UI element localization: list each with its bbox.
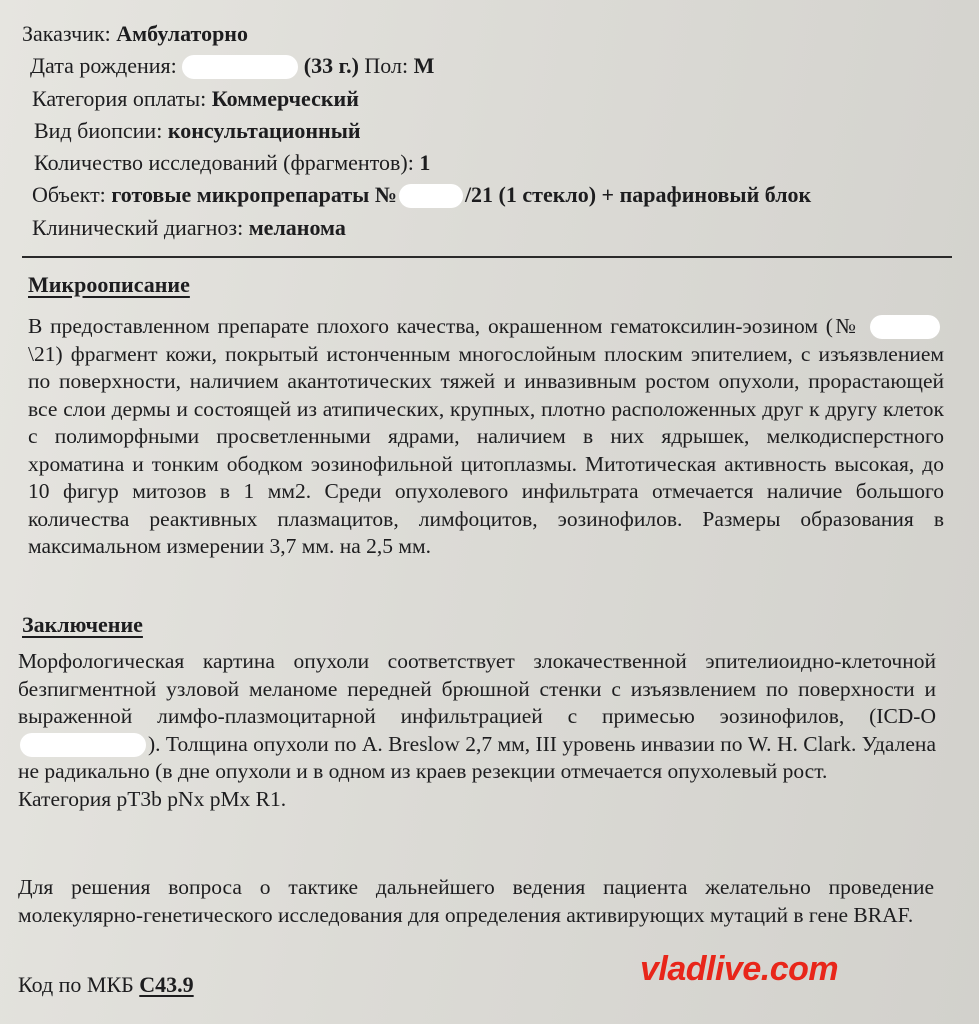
conclusion-text-a: Морфологическая картина опухоли соответствует злокачественной эпителиоидно-клеточной безпигментной узловой меланоме передней брюшной стенки с изъязвлением по поверхности и выраженной лимфо-плазмоцитарной инфильтрацией с примесью эозинофилов, (ICD-O — [18, 649, 936, 728]
customer-label: Заказчик: — [22, 21, 111, 46]
biopsy-line — [22, 115, 962, 147]
micro-text-a: В предоставленном препарате плохого качества, окрашенном гематоксилин-эозином (№ — [28, 314, 859, 338]
recommendation-paragraph — [18, 874, 934, 929]
redacted-icd-code — [20, 733, 146, 757]
count-line — [22, 147, 962, 179]
recommendation-text: Для решения вопроса о тактике дальнейшего ведения пациента желательно проведение молекулярно-генетического исследования для определения активирующих мутаций в гене BRAF. — [18, 875, 934, 927]
conclusion-paragraph — [18, 648, 936, 813]
payment-label: Категория оплаты: — [32, 85, 207, 111]
customer-line — [22, 18, 962, 50]
header-divider — [22, 256, 952, 258]
payment-value: Коммерческий — [211, 85, 359, 111]
payment-line — [22, 83, 962, 115]
redacted-birthdate — [182, 55, 298, 79]
object-value-a: готовые микропрепараты № — [111, 182, 397, 208]
micro-title: Микроописание — [28, 272, 190, 297]
icd-line — [18, 972, 194, 998]
tnm-category: Категория pT3b pNx pMx R1. — [18, 786, 287, 811]
diagnosis-line — [22, 212, 962, 244]
icd-value: C43.9 — [139, 972, 194, 997]
count-label: Количество исследований (фрагментов): — [34, 150, 414, 176]
micro-paragraph — [28, 313, 944, 561]
conclusion-text-b: ). Толщина опухоли по A. Breslow 2,7 мм, III уровень инвазии по W. H. Clark. Удалена не радикально (в дне опухоли и в одном из краев резекции отмечается опухолевый рост. — [18, 731, 936, 783]
micro-text-b: \21) фрагмент кожи, покрытый истонченным многослойным плоским эпителием, с изъязвлением по поверхности, наличием акантотических тяжей и инвазивным ростом опухоли, прорастающей все слои дермы и состоящей из атипических, крупных, плотно расположенных друг к другу клеток с полиморфными просветленными ядрами, наличием в них ядрышек, мелкодисперстного хроматина и тонким ободком эозинофильной цитоплазмы. Митотическая активность высокая, до 10 фигур митозов в 1 мм2. Среди опухолевого инфильтрата отмечается наличие большого количества реактивных плазмацитов, лимфоцитов, эозинофилов. Размеры образования в максимальном измерении 3,7 мм. на 2,5 мм. — [28, 341, 944, 558]
count-value: 1 — [419, 150, 431, 176]
age-text: (33 г.) — [303, 53, 359, 79]
sex-label: Пол: — [364, 53, 409, 79]
object-label: Объект: — [32, 182, 106, 208]
object-line — [22, 179, 962, 211]
biopsy-label: Вид биопсии: — [34, 117, 163, 143]
customer-value: Амбулаторно — [116, 21, 248, 46]
birth-label: Дата рождения: — [30, 53, 177, 79]
report-header — [22, 18, 962, 244]
biopsy-value: консультационный — [167, 117, 361, 143]
conclusion-title: Заключение — [22, 612, 143, 637]
icd-label: Код по МКБ — [18, 972, 134, 997]
watermark: vladlive.com — [640, 950, 839, 988]
redacted-specimen-number — [870, 315, 940, 339]
redacted-slide-number — [399, 184, 463, 208]
sex-value: М — [413, 53, 435, 79]
object-value-b: /21 (1 стекло) + парафиновый блок — [464, 182, 812, 208]
diagnosis-value: меланома — [248, 214, 346, 240]
birth-line — [22, 50, 962, 82]
diagnosis-label: Клинический диагноз: — [32, 214, 244, 240]
